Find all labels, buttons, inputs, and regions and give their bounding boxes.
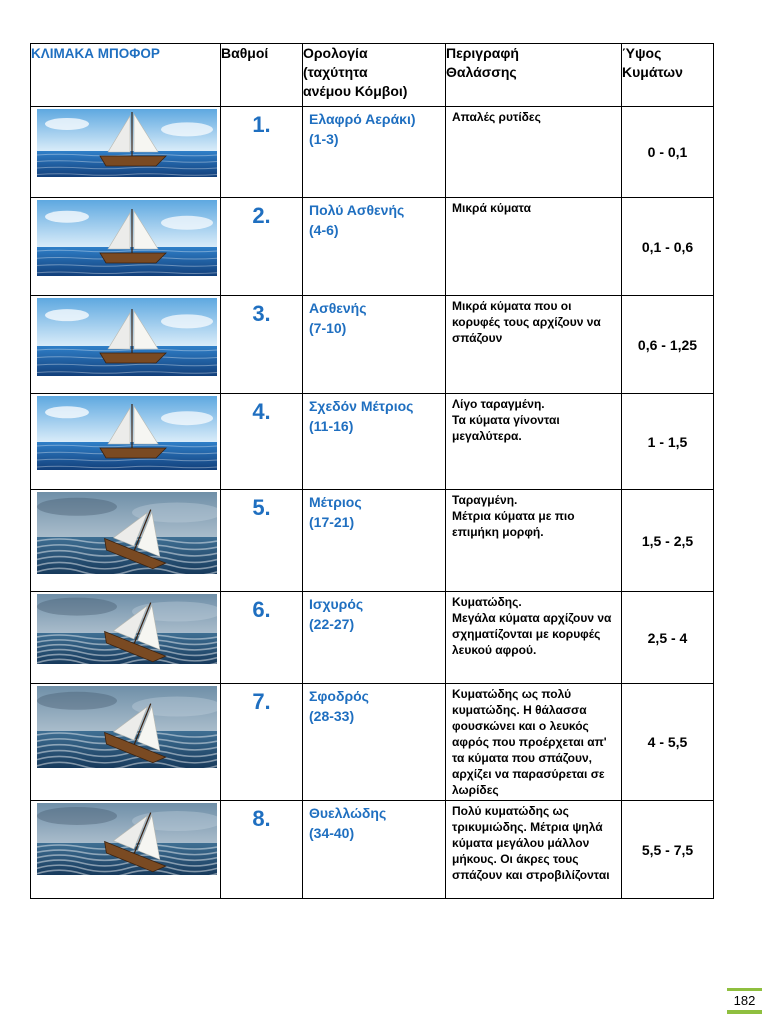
grade-number: 4.: [221, 394, 303, 490]
wave-height: 5,5 - 7,5: [622, 801, 714, 899]
grade-number: 8.: [221, 801, 303, 899]
sea-description: Κυματώδης. Μεγάλα κύματα αρχίζουν να σχηματίζονται με κορυφές λευκού αφρού.: [446, 592, 622, 684]
table-row: [31, 592, 714, 684]
stormy-sailboat-image: [37, 686, 217, 768]
table-row: [31, 684, 714, 801]
sailboat-image-cell: [31, 592, 221, 684]
wind-terminology: Ελαφρό Αεράκι) (1-3): [303, 107, 446, 198]
terminology-header: Ορολογία (ταχύτητα ανέμου Κόμβοι): [303, 44, 446, 107]
stormy-sailboat-image: [37, 594, 217, 664]
table-row: [31, 801, 714, 899]
wave-height-header: Ύψος Κυμάτων: [622, 44, 714, 107]
wind-terminology: Ασθενής (7-10): [303, 296, 446, 394]
table-row: [31, 490, 714, 592]
sailboat-image-cell: [31, 801, 221, 899]
wind-terminology: Σχεδόν Μέτριος (11-16): [303, 394, 446, 490]
sea-description: Πολύ κυματώδης ως τρικυμιώδης. Μέτρια ψηλά κύματα μεγάλου μάλλον μήκους. Οι άκρες τους σπάζουν και στροβιλίζονται: [446, 801, 622, 899]
sailboat-image-cell: [31, 394, 221, 490]
wind-terminology: Θυελλώδης (34-40): [303, 801, 446, 899]
table-row: [31, 198, 714, 296]
wind-terminology: Μέτριος (17-21): [303, 490, 446, 592]
table-title: ΚΛΙΜΑΚΑ ΜΠΟΦΟΡ: [31, 44, 221, 107]
wind-terminology: Πολύ Ασθενής (4-6): [303, 198, 446, 296]
sea-description: Μικρά κύματα: [446, 198, 622, 296]
grade-number: 7.: [221, 684, 303, 801]
sailboat-image-cell: [31, 198, 221, 296]
wave-height: 0,1 - 0,6: [622, 198, 714, 296]
sea-description: Ταραγμένη. Μέτρια κύματα με πιο επιμήκη μορφή.: [446, 490, 622, 592]
beaufort-scale-table: [30, 43, 714, 899]
page-number: 182: [727, 988, 762, 1014]
wave-height: 1 - 1,5: [622, 394, 714, 490]
grade-header: Βαθμοί: [221, 44, 303, 107]
table-header-row: [31, 44, 714, 107]
sea-description: Κυματώδης ως πολύ κυματώδης. Η θάλασσα φουσκώνει και ο λευκός αφρός που προέρχεται απ' τα κύματα που σπάζουν, αρχίζει να παρασύρεται σε λωρίδες: [446, 684, 622, 801]
stormy-sailboat-image: [37, 803, 217, 875]
grade-number: 2.: [221, 198, 303, 296]
sailboat-image-cell: [31, 296, 221, 394]
table-row: [31, 296, 714, 394]
table-row: [31, 107, 714, 198]
sailboat-image-cell: [31, 684, 221, 801]
wave-height: 4 - 5,5: [622, 684, 714, 801]
grade-number: 3.: [221, 296, 303, 394]
sea-description-header: Περιγραφή Θαλάσσης: [446, 44, 622, 107]
sailboat-image-cell: [31, 490, 221, 592]
calm-sailboat-image: [37, 396, 217, 470]
table-row: [31, 394, 714, 490]
grade-number: 6.: [221, 592, 303, 684]
table-body: [31, 107, 714, 899]
sea-description: Απαλές ρυτίδες: [446, 107, 622, 198]
wind-terminology: Σφοδρός (28-33): [303, 684, 446, 801]
sea-description: Μικρά κύματα που οι κορυφές τους αρχίζουν να σπάζουν: [446, 296, 622, 394]
sailboat-image-cell: [31, 107, 221, 198]
wave-height: 0 - 0,1: [622, 107, 714, 198]
grade-number: 1.: [221, 107, 303, 198]
grade-number: 5.: [221, 490, 303, 592]
wave-height: 2,5 - 4: [622, 592, 714, 684]
stormy-sailboat-image: [37, 492, 217, 574]
calm-sailboat-image: [37, 109, 217, 177]
sea-description: Λίγο ταραγμένη. Τα κύματα γίνονται μεγαλύτερα.: [446, 394, 622, 490]
calm-sailboat-image: [37, 298, 217, 376]
calm-sailboat-image: [37, 200, 217, 276]
wave-height: 0,6 - 1,25: [622, 296, 714, 394]
wave-height: 1,5 - 2,5: [622, 490, 714, 592]
wind-terminology: Ισχυρός (22-27): [303, 592, 446, 684]
